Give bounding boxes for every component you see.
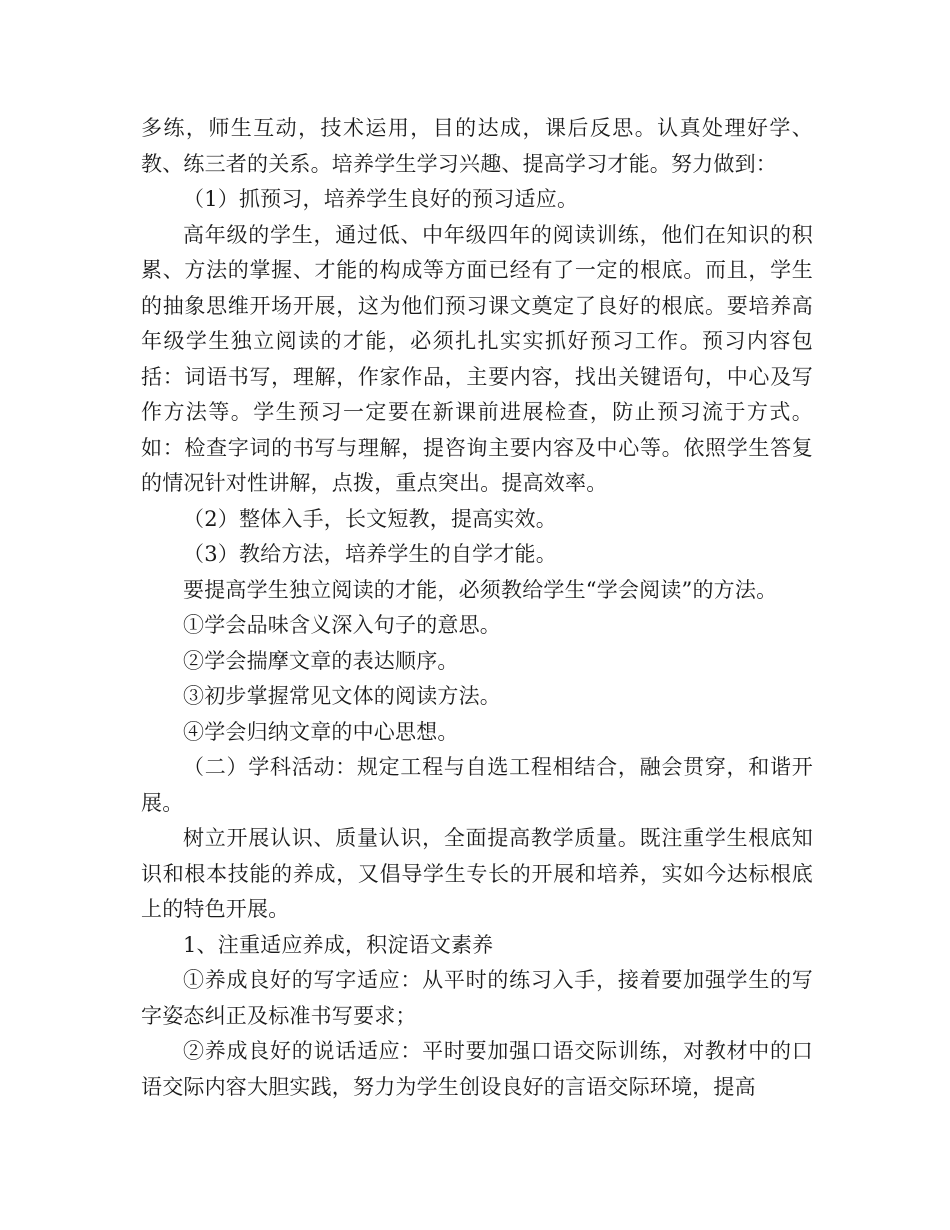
subheading-habits: 1、注重适应养成，积淀语文素养 xyxy=(183,932,494,957)
list-item-writing-habit: ①养成良好的写字适应：从平时的练习入手，接着要加强学生的写字姿态纠正及标准书写要求； xyxy=(141,968,813,1028)
document-body xyxy=(141,111,813,1105)
paragraph-quality-awareness: 树立开展认识、质量认识，全面提高教学质量。既注重学生根底知识和根本技能的养成，又倡导学生专长的开展和培养，实如今达标根底上的特色开展。 xyxy=(141,826,813,921)
paragraph-teach-methods: （3）教给方法，培养学生的自学才能。 xyxy=(183,542,557,566)
list-item-speaking-habit: ②养成良好的说话适应：平时要加强口语交际训练，对教材中的口语交际内容大胆实践，努力为学生创设良好的言语交际环境，提高 xyxy=(141,1039,813,1099)
paragraph-reading-methods: 要提高学生独立阅读的才能，必须教给学生“学会阅读”的方法。 xyxy=(183,577,778,602)
paragraph-whole-approach: （2）整体入手，长文短教，提高实效。 xyxy=(183,506,557,531)
list-item-method-1: ①学会品味含义深入句子的意思。 xyxy=(183,613,501,637)
list-item-method-3: ③初步掌握常见文体的阅读方法。 xyxy=(183,684,501,708)
list-item-method-4: ④学会归纳文章的中心思想。 xyxy=(183,719,459,744)
paragraph-preview-heading: （1）抓预习，培养学生良好的预习适应。 xyxy=(183,187,579,211)
paragraph-senior-students: 高年级的学生，通过低、中年级四年的阅读训练，他们在知识的积累、方法的掌握、才能的构成等方面已经有了一定的根底。而且，学生的抽象思维开场开展，这为他们预习课文奠定了良好的根底。要培养高年级学生独立阅读的才能，必须扎扎实实抓好预习工作。预习内容包括：词语书写，理解，作家作品，主要内容，找出关键语句，中心及写作方法等。学生预习一定要在新课前进展检查，防止预习流于方式。如：检查字词的书写与理解，提咨询主要内容及中心等。依照学生答复的情况针对性讲解，点拨，重点突出。提高效率。 xyxy=(141,222,813,495)
section-heading-activities: （二）学科活动：规定工程与自选工程相结合，融会贯穿，和谐开展。 xyxy=(141,755,813,815)
paragraph-continuation: 多练，师生互动，技术运用，目的达成，课后反思。认真处理好学、教、练三者的关系。培养学生学习兴趣、提高学习才能。努力做到： xyxy=(141,116,813,176)
list-item-method-2: ②学会揣摩文章的表达顺序。 xyxy=(183,648,459,673)
